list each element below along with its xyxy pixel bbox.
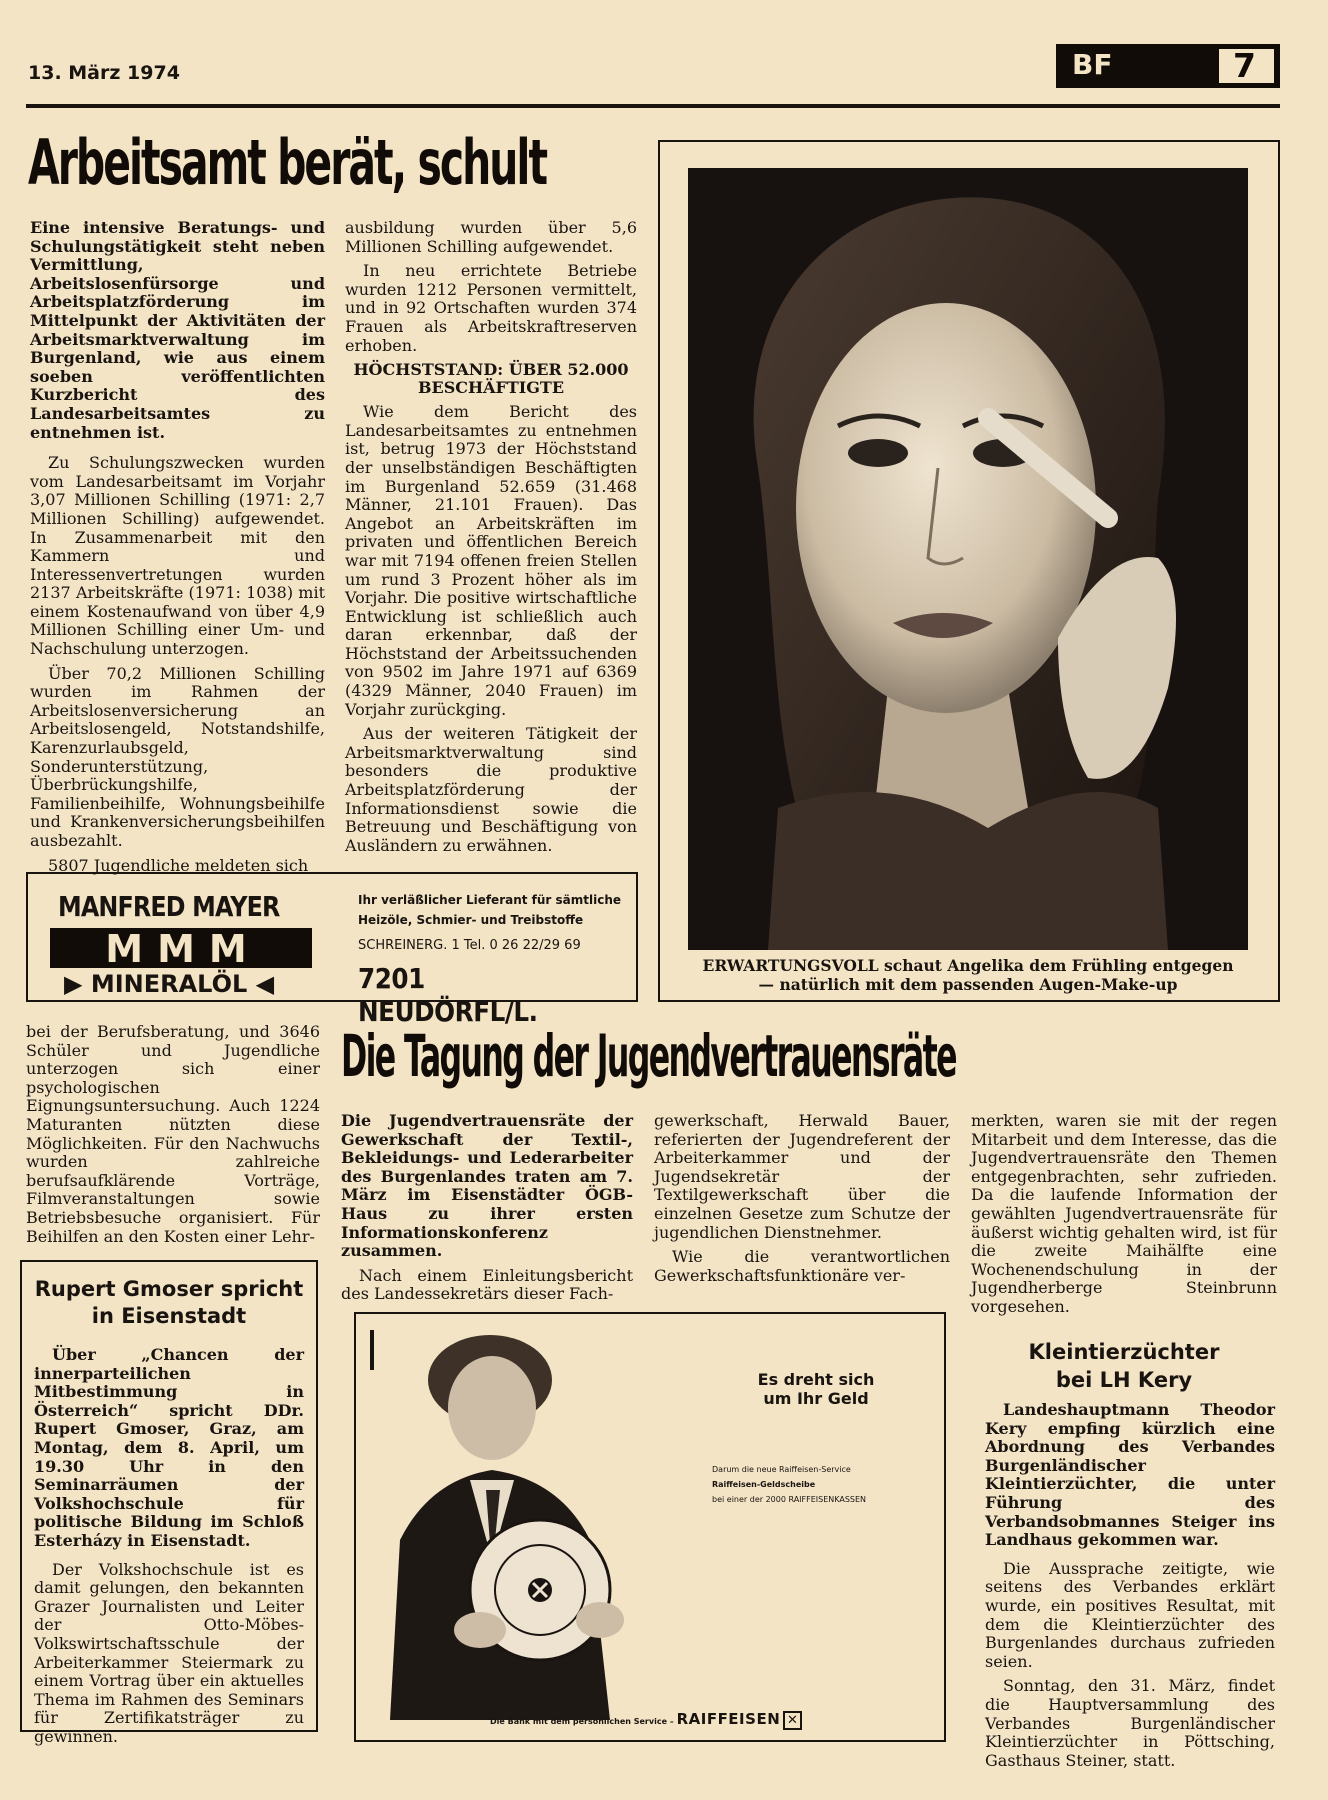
article-subhead: HÖCHSTSTAND: ÜBER 52.000 BESCHÄFTIGTE [353, 360, 629, 398]
raiffeisen-cross-icon: ✕ [783, 1711, 802, 1730]
article-lead: Über „Chancen der innerparteilichen Mitbestimmung in Österreich“ spricht DDr. Rupert Gmoser, Graz, am Montag, dem 8. April, um 19.30 Uhr in den Seminarräumen der Volkshochschule für politische Bildung im Schloß Esterházy in Eisenstadt. [34, 1345, 304, 1550]
article-column-5 [971, 1112, 1277, 1323]
article-paragraph: Zu Schulungszwecken wurden vom Landesarbeitsamt im Vorjahr 3,07 Millionen Schilling (1971: 2,7 Millionen Schilling) aufgewendet. In Zusammenarbeit mit den Kammern und Interessenvertretungen wurden 2137 Arbeitskräfte (1971: 1038) mit einem Kostenaufwand von über 4,9 Millionen Schilling einer Um- und Nachschulung unterzogen. [30, 453, 325, 659]
article-headline-arbeitsamt: Arbeitsamt berät, schult [28, 126, 547, 199]
masthead-rule [26, 104, 1280, 108]
article-paragraph: 5807 Jugendliche meldeten sich [48, 855, 309, 875]
page-number-box [1219, 46, 1274, 85]
page-number: 7 [1233, 46, 1256, 85]
headline-line: Kleintierzüchter [1028, 1340, 1220, 1364]
photo-caption-line: — natürlich mit dem passenden Augen-Make-up [758, 975, 1178, 994]
man-with-disc-image [370, 1330, 670, 1720]
article-paragraph: Nach einem Einleitungsbericht des Landessekretärs dieser Fach- [341, 1265, 633, 1304]
ad-raiffeisen [354, 1312, 946, 1742]
ad-small-line: bei einer der 2000 RAIFFEISENKASSEN [712, 1495, 867, 1504]
ad-small-line: Darum die neue Raiffeisen-Service [712, 1465, 851, 1474]
ad-tagline-line: Heizöle, Schmier- und Treibstoffe [358, 913, 584, 927]
ad-manfred-mayer [26, 872, 638, 1028]
ad-small-line: Raiffeisen-Geldscheibe [712, 1480, 816, 1489]
headline-line: in Eisenstadt [91, 1304, 247, 1328]
article-column-kleintierzuechter [985, 1401, 1275, 1776]
ad-photo-man [370, 1330, 670, 1720]
article-paragraph: Wie die verantwortlichen Gewerkschaftsfunktionäre ver- [654, 1247, 950, 1285]
article-box-gmoser [20, 1260, 318, 1746]
ad-slogan [716, 1370, 916, 1408]
article-paragraph: ausbildung wurden über 5,6 Millionen Schilling aufgewendet. [345, 218, 637, 256]
arrow-right-icon: ▶ [64, 970, 83, 998]
ad-product-label: MINERALÖL [90, 970, 248, 998]
ad-slogan-line: Es dreht sich [757, 1370, 875, 1389]
article-headline-gmoser [22, 1276, 316, 1330]
ad-tagline-line: Ihr verläßlicher Lieferant für sämtliche [358, 893, 622, 907]
article-column-2 [345, 219, 637, 861]
photo-caption-line: ERWARTUNGSVOLL schaut Angelika dem Frühling entgegen [702, 956, 1234, 975]
article-paragraph: Über 70,2 Millionen Schilling wurden im Rahmen der Arbeitslosenversicherung an Arbeitslosengeld, Notstandshilfe, Karenzurlaubsgeld, Sonderunterstützung, Überbrückungshilfe, Familienbeihilfe, Wohnungsbeihilfe und Krankenversicherungsbeihilfen ausbezahlt. [30, 663, 325, 850]
article-paragraph: gewerkschaft, Herwald Bauer, referierten der Jugendreferent der Arbeiterkammer und der Jugendsekretär der Textilgewerkschaft über die einzelnen Gesetze zum Schutze der jugendlichen Dienstnehmer. [654, 1111, 950, 1242]
portrait-photo [688, 168, 1248, 950]
issue-date: 13. März 1974 [28, 62, 180, 84]
article-lead: Die Jugendvertrauensräte der Gewerkschaft der Textil-, Bekleidungs- und Lederarbeiter des Burgenlandes traten am 7. März im Eisenstädter ÖGB-Haus zu ihrer ersten Informationskonferenz zusammen. [341, 1111, 633, 1261]
article-paragraph: Sonntag, den 31. März, findet die Hauptversammlung des Verbandes Burgenländischer Kleintierzüchter in Pöttsching, Gasthaus Steiner, statt. [985, 1676, 1275, 1770]
article-paragraph: Wie dem Bericht des Landesarbeitsamtes zu entnehmen ist, betrug 1973 der Höchststand der unselbständigen Beschäftigten im Burgenland 52.659 (31.468 Männer, 21.101 Frauen). Das Angebot an Arbeitskräften im privaten und öffentlichen Bereich war mit 7194 offenen freien Stellen um rund 3 Prozent höher als im Vorjahr. Die positive wirtschaftliche Entwicklung ist schließlich auch daran erkennbar, daß der Höchststand der Arbeitssuchenden von 9502 im Jahre 1971 auf 6369 (4329 Männer, 2040 Frauen) im Vorjahr zurückging. [345, 402, 637, 719]
arrow-left-icon: ◀ [255, 970, 275, 998]
article-paragraph: Der Volkshochschule ist es damit gelungen, den bekannten Grazer Journalisten und Leiter der Otto-Möbes-Volkswirtschaftsschule der Arbeiterkammer Steiermark zu einem Vortrag über ein aktuelles Thema im Rahmen des Seminars für Zertifikatsträger zu gewinnen. [34, 1559, 304, 1746]
article-headline-kleintierzuechter [968, 1338, 1280, 1394]
ad-logo-box [50, 927, 312, 971]
article-paragraph: bei der Berufsberatung, und 3646 Schüler und Jugendliche unterzogen sich einer psychologischen Eignungsuntersuchung. Auch 1224 Maturanten nützten diese Möglichkeiten. Für den Nachwuchs wurden zahlreiche berufsaufklärende Vorträge, Filmveranstaltungen sowie Betriebsbesuche organisiert. Für Beihilfen an den Kosten einer Lehr- [26, 1022, 320, 1246]
ad-tagline [358, 890, 621, 930]
ad-company-name: MANFRED MAYER [58, 890, 280, 923]
ad-product [64, 970, 274, 998]
ad-logo: MMM [105, 927, 261, 971]
article-lead: Landeshauptmann Theodor Kery empfing kürzlich eine Abordnung des Verbandes Burgenländischer Kleintierzüchter, die unter Führung des Verbandsobmannes Steiger ins Landhaus gekommen war. [985, 1400, 1275, 1550]
photo-frame [658, 140, 1280, 1002]
article-headline-jugendvertrauensraete: Die Tagung der Jugendvertrauensräte [341, 1022, 956, 1090]
article-paragraph: Die Aussprache zeitigte, wie seitens des Verbandes erklärt wurde, ein positives Resultat, mit dem die Kleintierzüchter des Burgenlandes durchaus zufrieden seien. [985, 1558, 1275, 1671]
article-paragraph: merkten, waren sie mit der regen Mitarbeit und dem Interesse, das die Jugendvertrauensräte den Themen entgegenbrachten, sehr zufrieden. Da die laufende Information der gewählten Jugendvertrauensräte für äußerst wichtig gehalten wird, ist für die zweite Maihälfte eine Wochenendschulung in der Jugendherberge Steinbrunn vorgesehen. [971, 1111, 1277, 1316]
article-lead: Eine intensive Beratungs- und Schulungstätigkeit steht neben Vermittlung, Arbeitslosenfürsorge und Arbeitsplatzförderung im Mittelpunkt der Aktivitäten der Arbeitsmarktverwaltung im Burgenland, wie aus einem soeben veröffentlichten Kurzbericht des Landesarbeitsamtes zu entnehmen ist. [30, 218, 325, 442]
headline-line: Rupert Gmoser spricht [34, 1277, 304, 1301]
article-column-continued [26, 1023, 320, 1252]
portrait-image [688, 168, 1248, 950]
headline-line: bei LH Kery [1055, 1368, 1193, 1392]
section-label: BF [1072, 48, 1113, 81]
article-column-3 [341, 1112, 633, 1310]
article-column-4 [654, 1112, 950, 1291]
article-paragraph: Aus der weiteren Tätigkeit der Arbeitsmarktverwaltung sind besonders die produktive Arbeitsplatzförderung der Informationsdienst sowie die Betreuung und Beschäftigung von Ausländern zu erwähnen. [345, 724, 637, 855]
ad-brand: RAIFFEISEN [676, 1710, 781, 1728]
ad-footer-small: Die Bank mit dem persönlichen Service – [490, 1717, 674, 1726]
photo-caption [668, 956, 1268, 994]
article-paragraph: In neu errichtete Betriebe wurden 1212 Personen vermittelt, und in 92 Ortschaften wurden 374 Frauen als Arbeitskraftreserven erhoben. [345, 261, 637, 355]
ad-footer [490, 1710, 802, 1730]
article-column-1 [30, 219, 325, 881]
section-badge [1056, 44, 1280, 88]
ad-small-text [712, 1462, 866, 1507]
ad-city: 7201 NEUDÖRFL/L. [358, 962, 538, 1028]
ad-slogan-line: um Ihr Geld [763, 1389, 869, 1408]
article-column-gmoser [34, 1346, 304, 1752]
ad-address: SCHREINERG. 1 Tel. 0 26 22/29 69 [358, 938, 581, 953]
